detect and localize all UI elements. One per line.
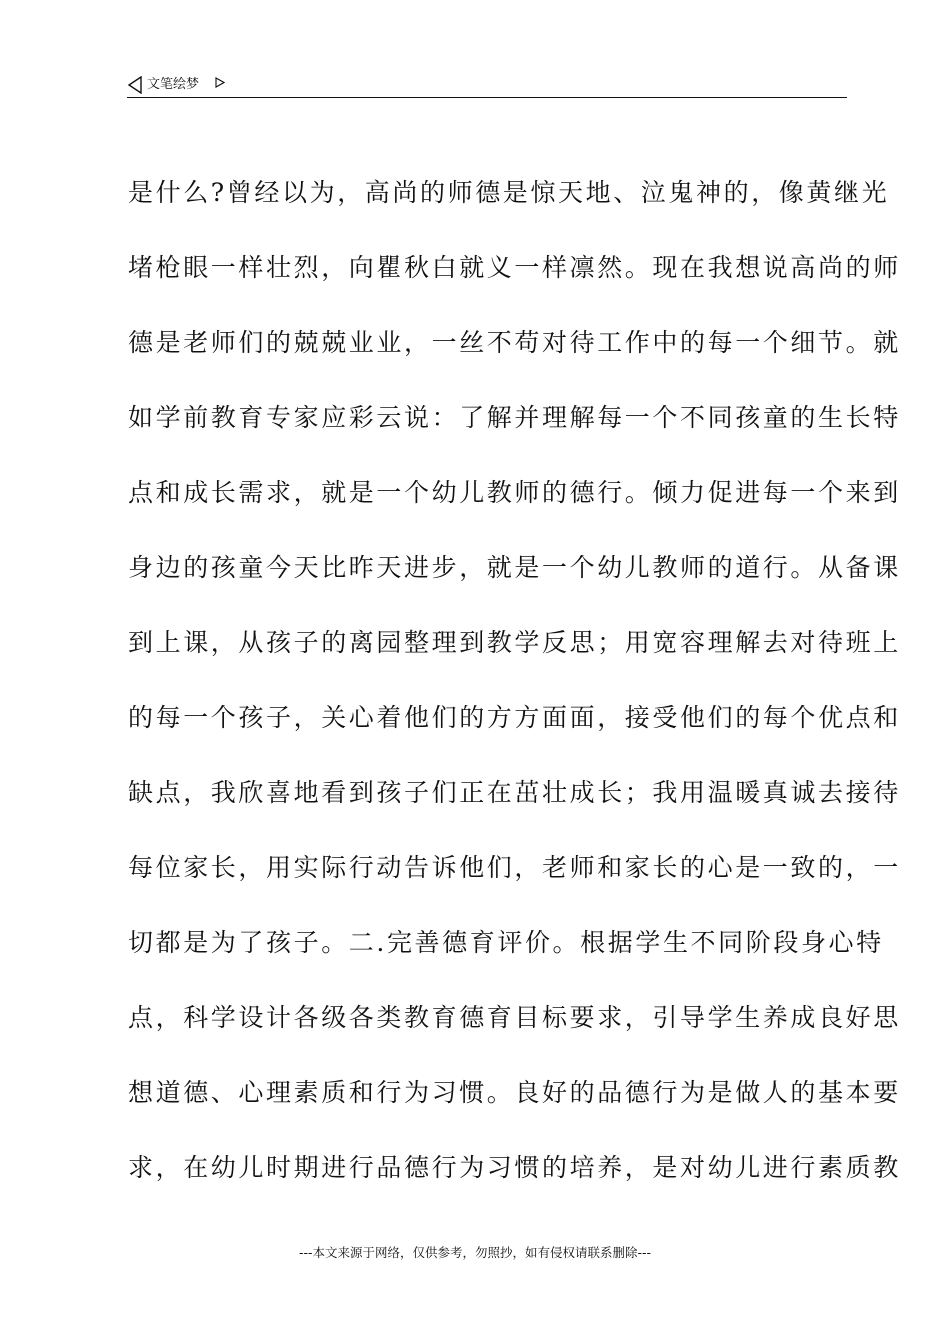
body-line: 切都是为了孩子。二.完善德育评价。根据学生不同阶段身心特 bbox=[128, 928, 884, 957]
page-header bbox=[127, 74, 847, 98]
body-line: 堵枪眼一样壮烈，向瞿秋白就义一样凛然。现在我想说高尚的师 bbox=[128, 253, 901, 282]
document-body bbox=[128, 168, 901, 1218]
body-line: 是什么?曾经以为，高尚的师德是惊天地、泣鬼神的，像黄继光 bbox=[128, 178, 890, 207]
body-line: 身边的孩童今天比昨天进步，就是一个幼儿教师的道行。从备课 bbox=[128, 553, 901, 582]
body-line: 如学前教育专家应彩云说：了解并理解每一个不同孩童的生长特 bbox=[128, 403, 901, 432]
body-line: 点和成长需求，就是一个幼儿教师的德行。倾力促进每一个来到 bbox=[128, 478, 901, 507]
header-divider bbox=[127, 97, 847, 98]
body-line: 德是老师们的兢兢业业，一丝不苟对待工作中的每一个细节。就 bbox=[128, 328, 901, 357]
left-triangle-icon bbox=[127, 76, 143, 94]
body-line: 想道德、心理素质和行为习惯。良好的品德行为是做人的基本要 bbox=[128, 1078, 901, 1107]
body-line: 每位家长，用实际行动告诉他们，老师和家长的心是一致的，一 bbox=[128, 853, 901, 882]
body-line: 的每一个孩子，关心着他们的方方面面，接受他们的每个优点和 bbox=[128, 703, 901, 732]
body-line: 到上课，从孩子的离园整理到教学反思；用宽容理解去对待班上 bbox=[128, 628, 901, 657]
header-title: 文笔绘梦 bbox=[147, 77, 200, 92]
body-line: 点，科学设计各级各类教育德育目标要求，引导学生养成良好思 bbox=[128, 1003, 901, 1032]
body-line: 求，在幼儿时期进行品德行为习惯的培养，是对幼儿进行素质教 bbox=[128, 1153, 901, 1182]
body-line: 缺点，我欣喜地看到孩子们正在茁壮成长；我用温暖真诚去接待 bbox=[128, 778, 901, 807]
page-footer: ---本文来源于网络，仅供参考，勿照抄，如有侵权请联系删除--- bbox=[298, 1245, 652, 1260]
right-triangle-icon bbox=[215, 77, 225, 88]
